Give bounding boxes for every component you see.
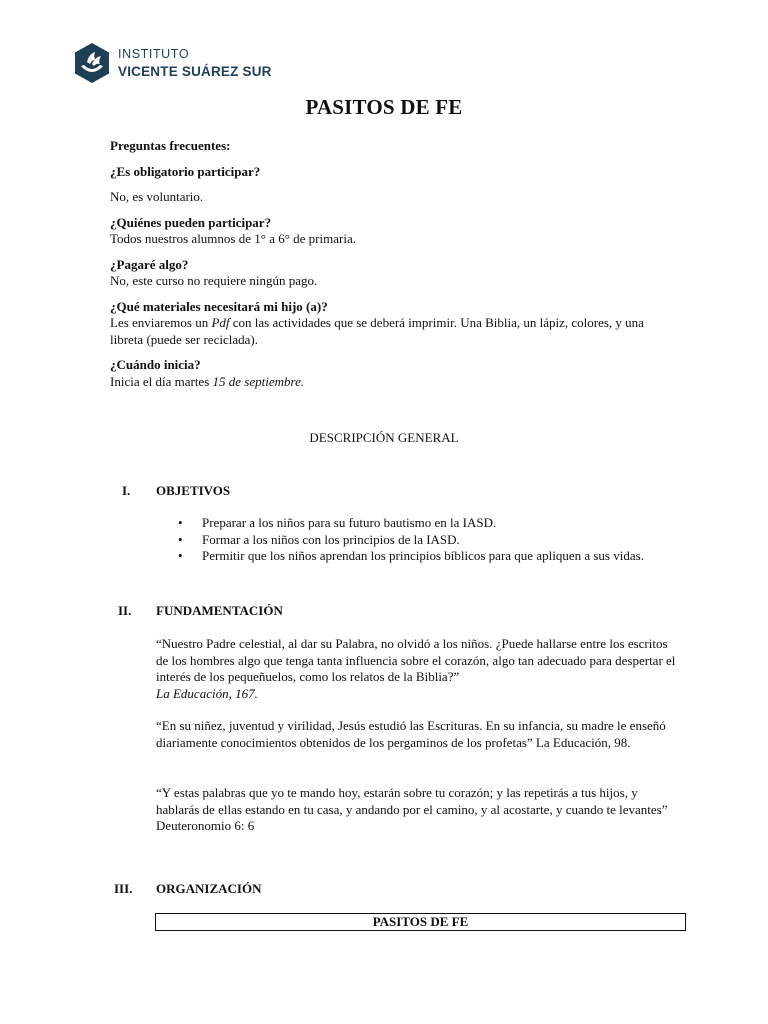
bullet-icon: • <box>178 531 183 547</box>
answer-italic: 15 de septiembre. <box>212 373 305 389</box>
bullet-icon: • <box>178 548 183 563</box>
section-label: OBJETIVOS <box>156 483 231 498</box>
list-item <box>178 515 678 532</box>
faq-question: ¿Cuándo inicia? <box>110 357 201 372</box>
logo-line-2: VICENTE SUÁREZ SUR <box>118 63 272 79</box>
institute-logo <box>73 41 272 85</box>
faq-heading: Preguntas frecuentes: <box>110 138 231 153</box>
faq-answer <box>110 374 670 391</box>
faq-question: ¿Es obligatorio participar? <box>110 163 261 179</box>
quote-text: “Y estas palabras que yo te mando hoy, estarán sobre tu corazón; y las repetirás a tus hijos, y hablarás de ellas estando en tu casa, y andando por el camino, y al acostarte, y cuando te levantes” Deuteronomio 6: 6 <box>156 785 668 833</box>
faq-question: ¿Qué materiales necesitará mi hijo (a)? <box>110 298 328 314</box>
section-label: FUNDAMENTACIÓN <box>156 603 283 618</box>
logo-line-1: INSTITUTO <box>118 47 190 61</box>
answer-text: Les enviaremos un <box>110 315 212 330</box>
faq-answer: Todos nuestros alumnos de 1° a 6° de primaria. <box>110 231 356 246</box>
faq-section <box>110 138 670 390</box>
section-label: ORGANIZACIÓN <box>156 881 262 896</box>
faq-answer: No, es voluntario. <box>110 189 204 204</box>
faq-answer: No, este curso no requiere ningún pago. <box>110 273 318 288</box>
list-item-text: Preparar a los niños para su futuro bautismo en la IASD. <box>202 515 497 530</box>
section-number: III. <box>114 881 133 896</box>
answer-text: Inicia el día martes <box>110 373 213 389</box>
logo-hands-icon <box>73 42 111 84</box>
faq-question: ¿Quiénes pueden participar? <box>110 214 272 230</box>
quote-text: “En su niñez, juventud y virilidad, Jesús estudió las Escrituras. En su infancia, su madre le enseñó diariamente conocimientos obtenidos de los pergaminos de los profetas” La Educación, 98. <box>156 718 666 750</box>
answer-text: con las actividades que se deberá imprimir. Una Biblia, un lápiz, colores, y una libreta (puede ser reciclada). <box>110 315 644 347</box>
page-title: PASITOS DE FE <box>305 95 463 119</box>
list-item <box>178 532 678 549</box>
objetivos-list <box>178 515 678 565</box>
list-item-text: Formar a los niños con los principios de la IASD. <box>202 531 460 547</box>
quote-paragraph <box>156 636 676 702</box>
section-title: DESCRIPCIÓN GENERAL <box>309 430 459 445</box>
quote-paragraph <box>156 718 676 751</box>
bullet-icon: • <box>178 515 183 530</box>
quote-text: “Nuestro Padre celestial, al dar su Palabra, no olvidó a los niños. ¿Puede hallarse entre los escritos de los hombres algo que tenga tanta influencia sobre el corazón, algo tan adecuado para despertar el interés de los pequeñuelos, como los relatos de la Biblia?” <box>156 636 676 684</box>
answer-italic: Pdf <box>211 315 230 330</box>
faq-answer <box>110 315 670 348</box>
organizacion-table-header: PASITOS DE FE <box>155 913 686 931</box>
section-number: I. <box>122 483 131 498</box>
list-item <box>178 548 678 565</box>
quote-paragraph <box>156 785 676 835</box>
faq-question: ¿Pagaré algo? <box>110 256 189 272</box>
quote-source: La Educación, 167. <box>156 685 258 701</box>
list-item-text: Permitir que los niños aprendan los principios bíblicos para que apliquen a sus vidas. <box>202 548 644 563</box>
section-number: II. <box>118 603 132 618</box>
